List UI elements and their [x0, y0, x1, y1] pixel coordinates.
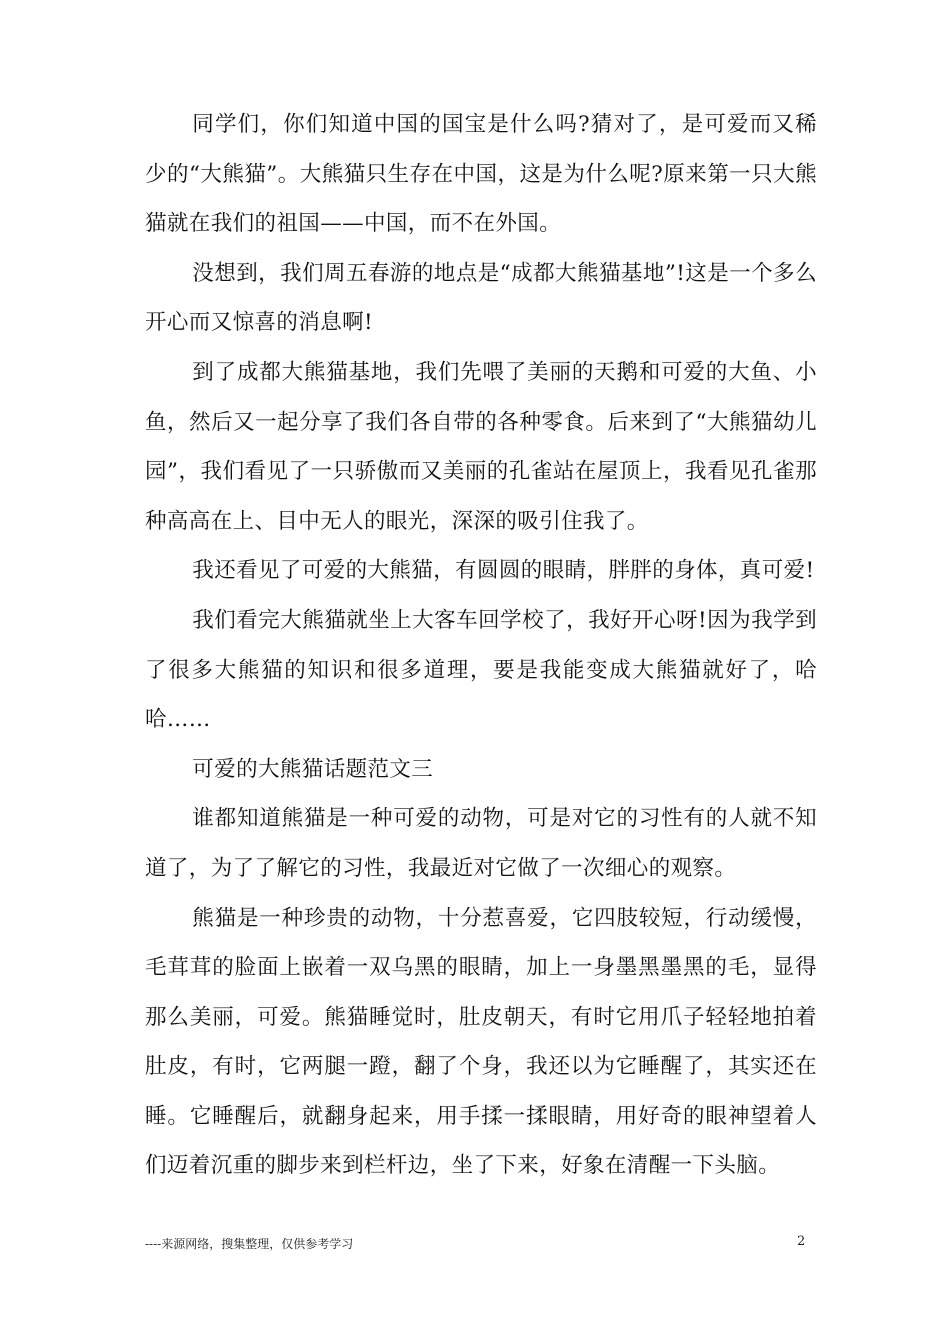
section-heading: 可爱的大熊猫话题范文三 [192, 756, 434, 782]
paragraph-return-school: 我们看完大熊猫就坐上大客车回学校了，我好开心呀!因为我学到了很多大熊猫的知识和很多道理，要是我能变成大熊猫就好了，哈哈…… [145, 607, 817, 733]
page-number: 2 [797, 1234, 806, 1249]
paragraph-spring-outing: 没想到，我们周五春游的地点是“成都大熊猫基地”!这是一个多么开心而又惊喜的消息啊! [145, 260, 817, 336]
paragraph-panda-habits: 谁都知道熊猫是一种可爱的动物，可是对它的习性有的人就不知道了，为了了解它的习性，我最近对它做了一次细心的观察。 [145, 806, 817, 881]
footer-source-note: ----来源网络，搜集整理，仅供参考学习 [145, 1237, 354, 1251]
paragraph-panda-intro: 同学们，你们知道中国的国宝是什么吗?猜对了，是可爱而又稀少的“大熊猫”。大熊猫只生存在中国，这是为什么呢?原来第一只大熊猫就在我们的祖国——中国，而不在外国。 [145, 112, 817, 237]
paragraph-panda-description: 熊猫是一种珍贵的动物，十分惹喜爱，它四肢较短，行动缓慢，毛茸茸的脸面上嵌着一双乌黑的眼睛，加上一身墨黑墨黑的毛，显得那么美丽，可爱。熊猫睡觉时，肚皮朝天，有时它用爪子轻轻地拍着肚皮，有时，它两腿一蹬，翻了个身，我还以为它睡醒了，其实还在睡。它睡醒后，就翻身起来，用手揉一揉眼睛，用好奇的眼神望着人们迈着沉重的脚步来到栏杆边，坐了下来，好象在清醒一下头脑。 [145, 905, 817, 1179]
paragraph-saw-panda: 我还看见了可爱的大熊猫，有圆圆的眼睛，胖胖的身体，真可爱! [192, 558, 815, 584]
body-text [145, 100, 817, 1191]
paragraph-panda-base-visit: 到了成都大熊猫基地，我们先喂了美丽的天鹅和可爱的大鱼、小鱼，然后又一起分享了我们各自带的各种零食。后来到了“大熊猫幼儿园”，我们看见了一只骄傲而又美丽的孔雀站在屋顶上，我看见孔雀那种高高在上、目中无人的眼光，深深的吸引住我了。 [145, 359, 817, 534]
